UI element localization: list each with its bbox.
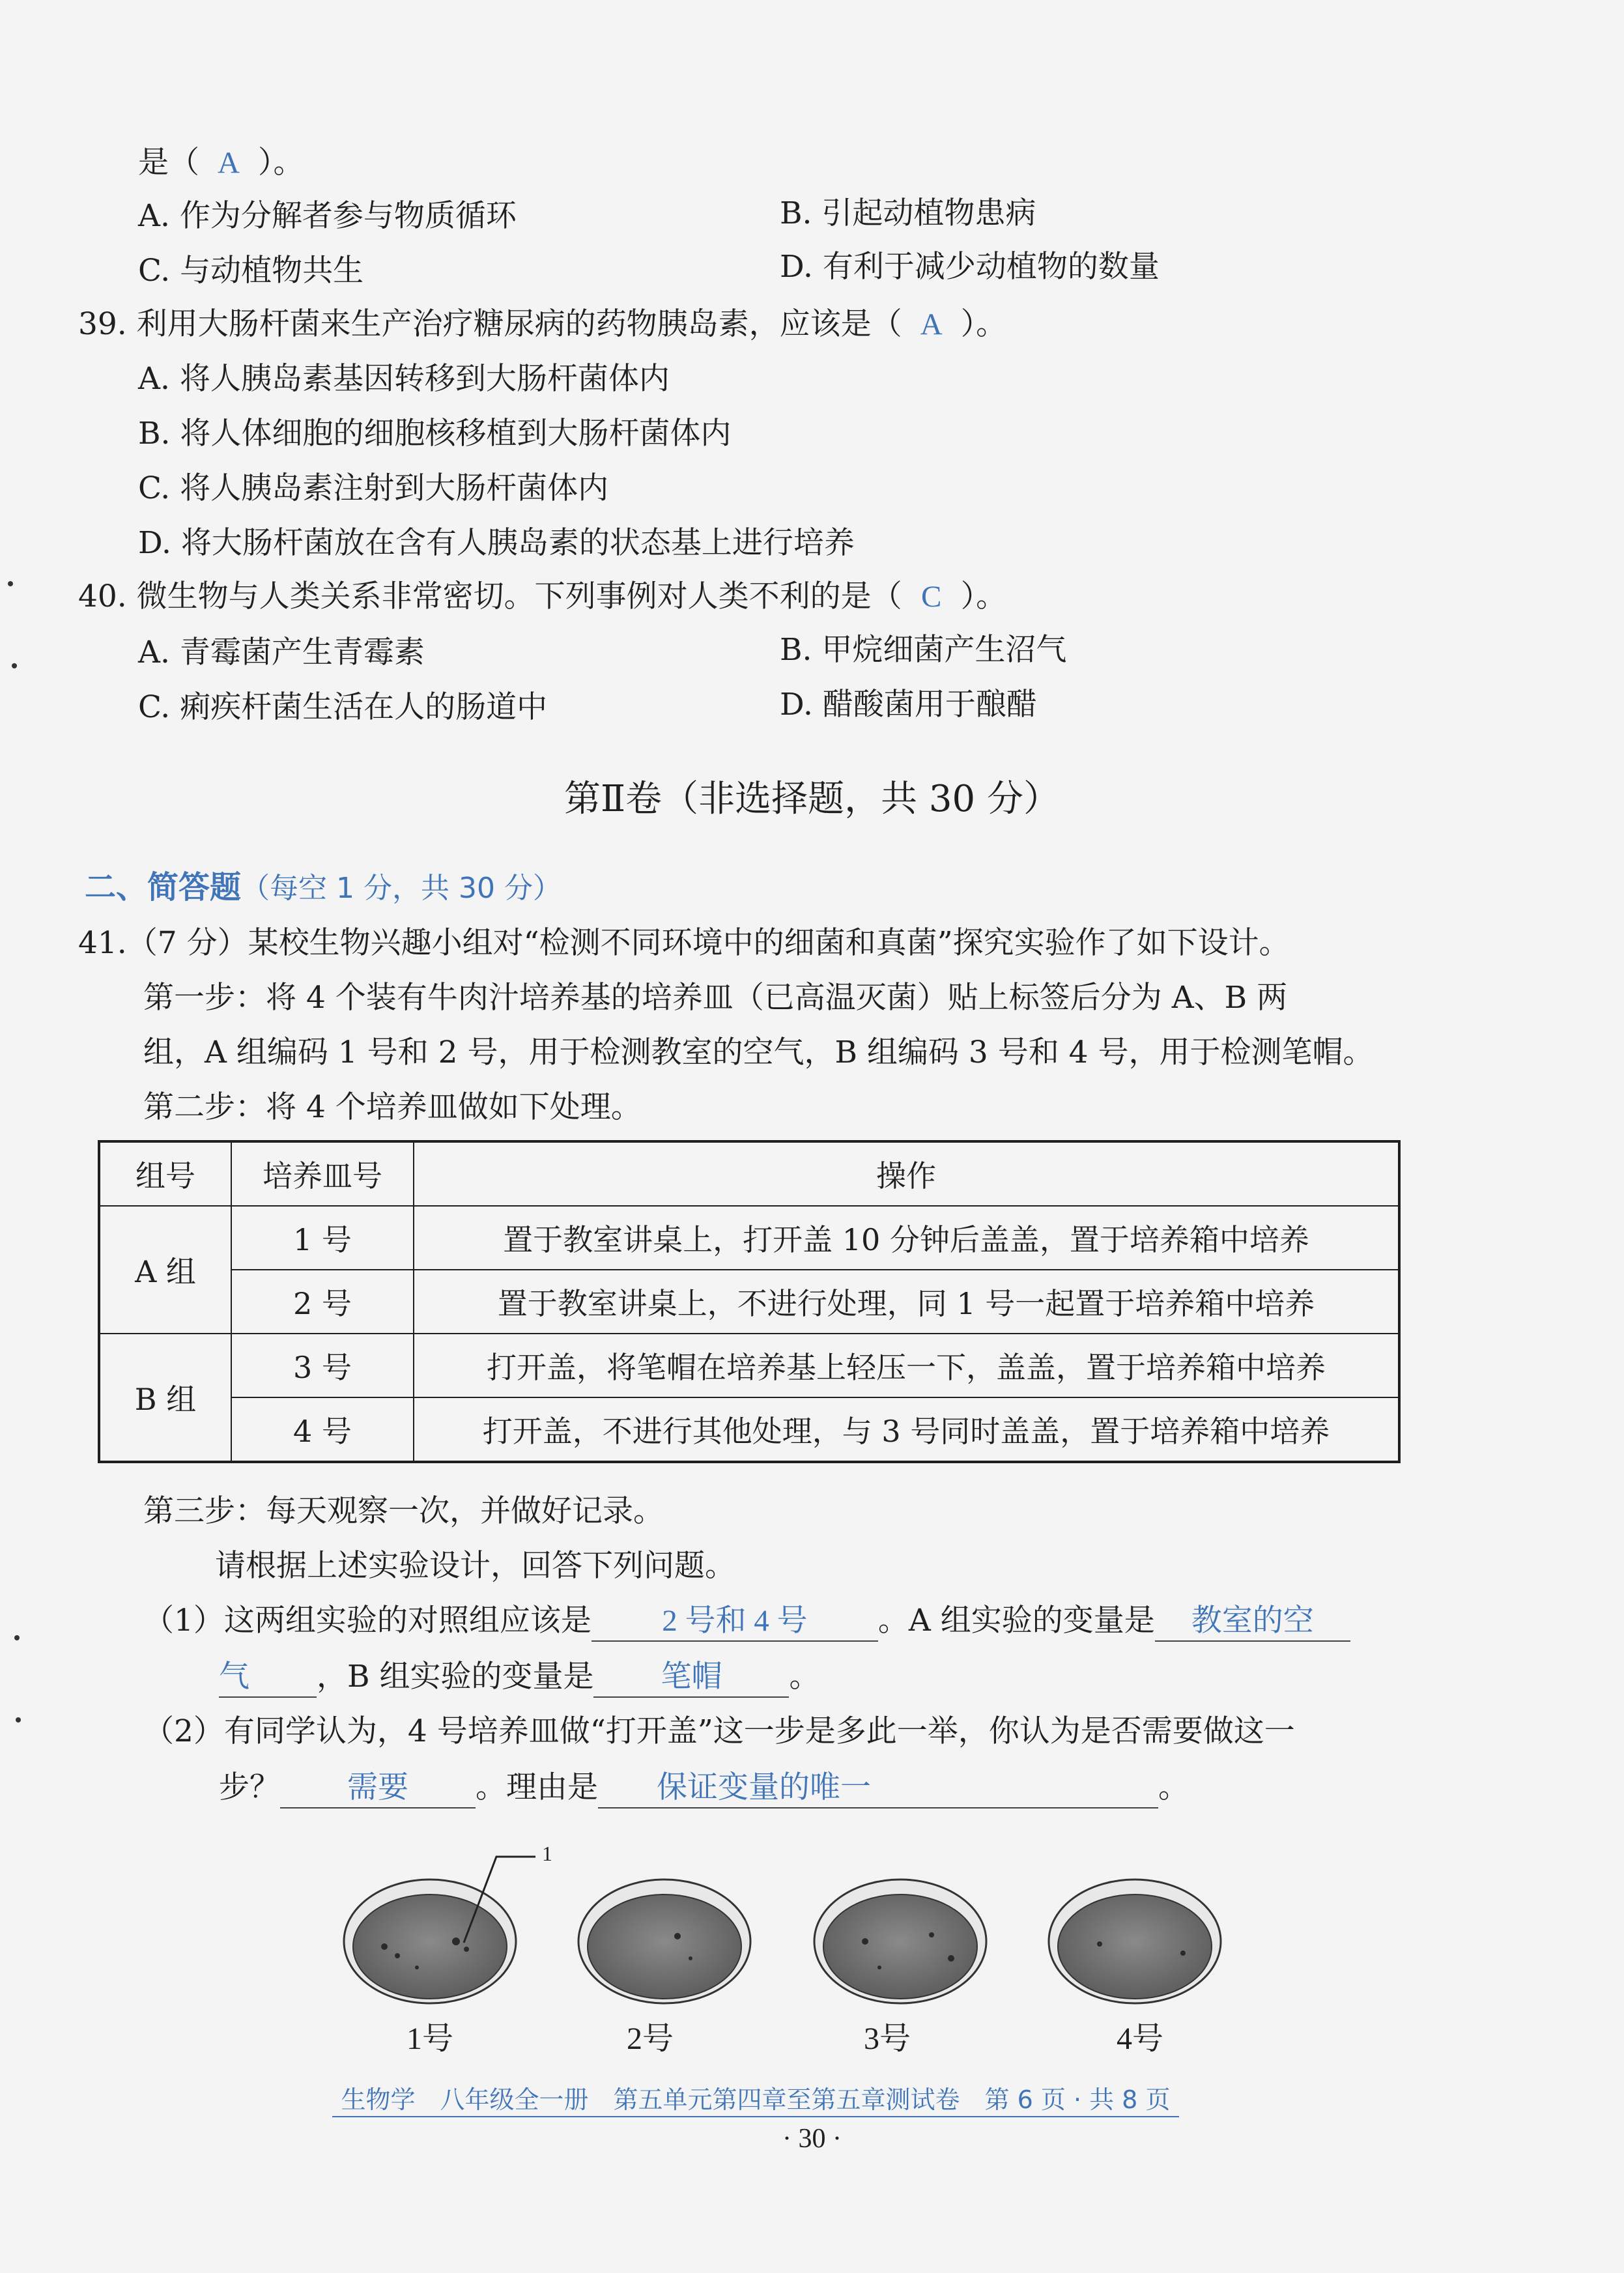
table-op-2: 置于教室讲桌上，不进行处理，同 1 号一起置于培养箱中培养	[414, 1270, 1399, 1334]
sub2-answer-reason: 保证变量的唯一	[598, 1768, 1158, 1808]
scan-speck	[16, 1717, 21, 1723]
q38-option-d: D. 有利于减少动植物的数量	[780, 249, 1160, 285]
table-header-operation: 操作	[414, 1141, 1399, 1206]
table-op-4: 打开盖，不进行其他处理，与 3 号同时盖盖，置于培养箱中培养	[414, 1397, 1399, 1462]
q41-sub2-line2	[219, 1768, 1189, 1808]
table-header-group: 组号	[99, 1141, 231, 1206]
q38-option-c: C. 与动植物共生	[138, 253, 364, 289]
q41-stem: 41.（7 分）某校生物兴趣小组对“检测不同环境中的细菌和真菌”探究实验作了如下设计。	[78, 925, 1290, 961]
dish-label-1: 1号	[406, 2022, 453, 2056]
q41-step3: 第三步：每天观察一次，并做好记录。	[143, 1493, 664, 1529]
petri-dish-figure	[339, 1844, 1290, 2026]
q38-stem-text: 是（	[138, 145, 199, 180]
page-footer: 生物学 八年级全一册 第五单元第四章至第五章测试卷 第 6 页 · 共 8 页	[332, 2083, 1179, 2117]
q41-sub1-line2	[219, 1657, 819, 1698]
section2-header	[85, 868, 562, 908]
experiment-table	[98, 1140, 1401, 1463]
table-op-3: 打开盖，将笔帽在培养基上轻压一下，盖盖，置于培养箱中培养	[414, 1334, 1399, 1397]
dish-label-4: 4号	[1116, 2022, 1163, 2056]
q39-option-b: B. 将人体细胞的细胞核移植到大肠杆菌体内	[138, 416, 732, 451]
q41-sub1-line1	[143, 1601, 1350, 1642]
q40-option-c: C. 痢疾杆菌生活在人的肠道中	[138, 689, 548, 725]
pointer-label: 1	[542, 1844, 552, 1865]
table-row	[99, 1206, 1399, 1270]
table-dish-4: 4 号	[231, 1397, 414, 1462]
scan-speck	[14, 1635, 20, 1640]
q38-stem-tail	[138, 143, 304, 182]
table-header-row	[99, 1141, 1399, 1206]
table-row	[99, 1270, 1399, 1334]
q38-stem-end: ）。	[258, 145, 304, 180]
table-op-1: 置于教室讲桌上，打开盖 10 分钟后盖盖，置于培养箱中培养	[414, 1206, 1399, 1270]
q39-stem	[78, 305, 1006, 344]
section2-title: 二、简答题	[85, 869, 242, 906]
q41-prompt: 请根据上述实验设计，回答下列问题。	[215, 1548, 735, 1584]
q41-step1-line2: 组，A 组编码 1 号和 2 号，用于检测教室的空气，B 组编码 3 号和 4 号，用于检测笔帽。	[143, 1035, 1374, 1070]
section2-note: （每空 1 分，共 30 分）	[241, 872, 562, 905]
q40-option-d: D. 醋酸菌用于酿醋	[780, 687, 1037, 722]
table-group-b: B 组	[99, 1334, 231, 1462]
scan-speck	[8, 581, 13, 586]
q40-stem-end: ）。	[960, 579, 1007, 614]
q41-sub2-line1: （2）有同学认为，4 号培养皿做“打开盖”这一步是多此一举，你认为是否需要做这一	[143, 1713, 1295, 1749]
q41-step2: 第二步：将 4 个培养皿做如下处理。	[143, 1089, 642, 1125]
scan-speck	[12, 663, 17, 668]
q38-answer: A	[218, 146, 240, 180]
petri-dish-4	[1049, 1880, 1221, 2003]
petri-dish-3	[814, 1880, 986, 2003]
sub2-answer-need: 需要	[280, 1768, 476, 1808]
q40-stem	[78, 577, 1006, 616]
q41-step1-line1: 第一步：将 4 个装有牛肉汁培养基的培养皿（已高温灭菌）贴上标签后分为 A、B 两	[143, 980, 1288, 1016]
sub1-text-a: （1）这两组实验的对照组应该是	[143, 1603, 591, 1638]
table-dish-1: 1 号	[231, 1206, 414, 1270]
q39-option-a: A. 将人胰岛素基因转移到大肠杆菌体内	[138, 361, 670, 397]
dish-label-3: 3号	[863, 2022, 911, 2056]
table-group-a: A 组	[99, 1206, 231, 1334]
q40-answer: C	[921, 580, 942, 614]
sub2-text-b: 步？	[219, 1769, 280, 1805]
sub2-text-d: 。	[1158, 1769, 1189, 1805]
sub1-answer-var-b: 笔帽	[593, 1657, 789, 1698]
table-header-dish: 培养皿号	[231, 1141, 414, 1206]
petri-dish-2	[578, 1880, 750, 2003]
sub1-answer-var-a-2: 气	[219, 1657, 317, 1698]
page-number: · 30 ·	[782, 2124, 842, 2154]
sub2-text-c: 。理由是	[476, 1769, 598, 1805]
q38-option-a: A. 作为分解者参与物质循环	[138, 198, 517, 234]
q38-option-b: B. 引起动植物患病	[780, 195, 1036, 231]
table-row	[99, 1334, 1399, 1397]
sub1-text-c: ，B 组实验的变量是	[317, 1659, 594, 1694]
table-row	[99, 1397, 1399, 1462]
table-dish-3: 3 号	[231, 1334, 414, 1397]
table-dish-2: 2 号	[231, 1270, 414, 1334]
dish-label-2: 2号	[626, 2022, 674, 2056]
q39-answer: A	[920, 307, 943, 341]
q40-option-a: A. 青霉菌产生青霉素	[138, 635, 425, 670]
q39-option-c: C. 将人胰岛素注射到大肠杆菌体内	[138, 470, 609, 506]
q40-stem-text: 40. 微生物与人类关系非常密切。下列事例对人类不利的是（	[78, 579, 902, 614]
sub1-text-b: 。A 组实验的变量是	[877, 1603, 1155, 1638]
q40-option-b: B. 甲烷细菌产生沼气	[780, 632, 1067, 668]
sub1-answer-var-a-1: 教室的空	[1155, 1601, 1350, 1642]
sub1-text-d: 。	[789, 1659, 820, 1694]
petri-dish-1	[344, 1880, 516, 2003]
q39-stem-end: ）。	[960, 306, 1007, 342]
q39-option-d: D. 将大肠杆菌放在含有人胰岛素的状态基上进行培养	[138, 525, 855, 561]
sub1-answer-control: 2 号和 4 号	[591, 1601, 878, 1642]
part2-title: 第Ⅱ卷（非选择题，共 30 分）	[564, 778, 1060, 820]
q39-stem-text: 39. 利用大肠杆菌来生产治疗糖尿病的药物胰岛素，应该是（	[78, 306, 902, 342]
